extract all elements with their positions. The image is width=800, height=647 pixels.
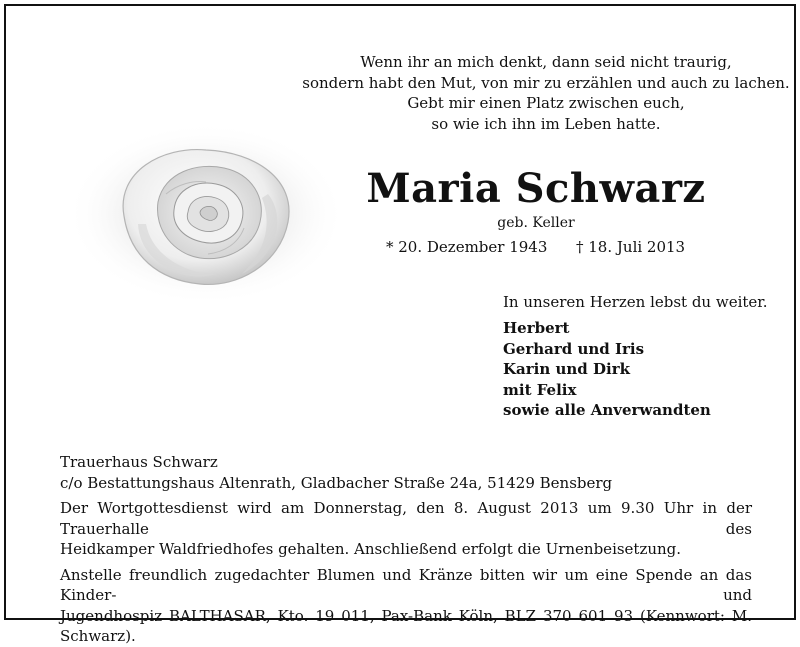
mourner-name: Herbert [503,319,570,337]
poem-line: sondern habt den Mut, von mir zu erzählen und auch zu lachen. [302,73,790,92]
deceased-name: Maria Schwarz [366,165,706,212]
poem-line: so wie ich ihn im Leben hatte. [431,114,661,133]
mourners-list [503,318,711,421]
rose-image [66,124,346,300]
poem-line: Gebt mir einen Platz zwischen euch, [407,94,685,112]
address-line: c/o Bestattungshaus Altenrath, Gladbacher Straße 24a, 51429 Bensberg [60,473,613,492]
mourner-name: mit Felix [503,380,577,399]
poem-line: Wenn ihr an mich denkt, dann seid nicht traurig, [360,53,732,71]
mourners-intro: In unseren Herzen lebst du weiter. [503,293,768,311]
funeral-info [60,452,752,647]
address-line: Trauerhaus Schwarz [60,453,218,471]
donation-line: Anstelle freundlich zugedachter Blumen und Kränze bitten wir um eine Spende an das Kinder- und [60,565,752,604]
birth-date: * 20. Dezember 1943 [386,238,548,256]
service-line: Heidkamper Waldfriedhofes gehalten. Anschließend erfolgt die Urnenbeisetzung. [60,540,682,558]
mourner-name: sowie alle Anverwandten [503,401,711,419]
mourner-name: Gerhard und Iris [503,339,645,358]
donation-paragraph [60,565,752,647]
obituary-notice [4,4,796,645]
death-date: † 18. Juli 2013 [576,238,686,256]
service-line: Der Wortgottesdienst wird am Donnerstag, den 8. August 2013 um 9.30 Uhr in der Trauerhalle des [60,499,752,538]
donation-line: Jugendhospiz BALTHASAR, Kto. 19 011, Pax-Bank Köln, BLZ 370 601 93 (Kennwort: M. Schwarz). [60,606,752,645]
service-paragraph [60,498,752,560]
memorial-poem [296,52,796,134]
mourner-name: Karin und Dirk [503,360,631,378]
maiden-name: geb. Keller [497,215,575,231]
